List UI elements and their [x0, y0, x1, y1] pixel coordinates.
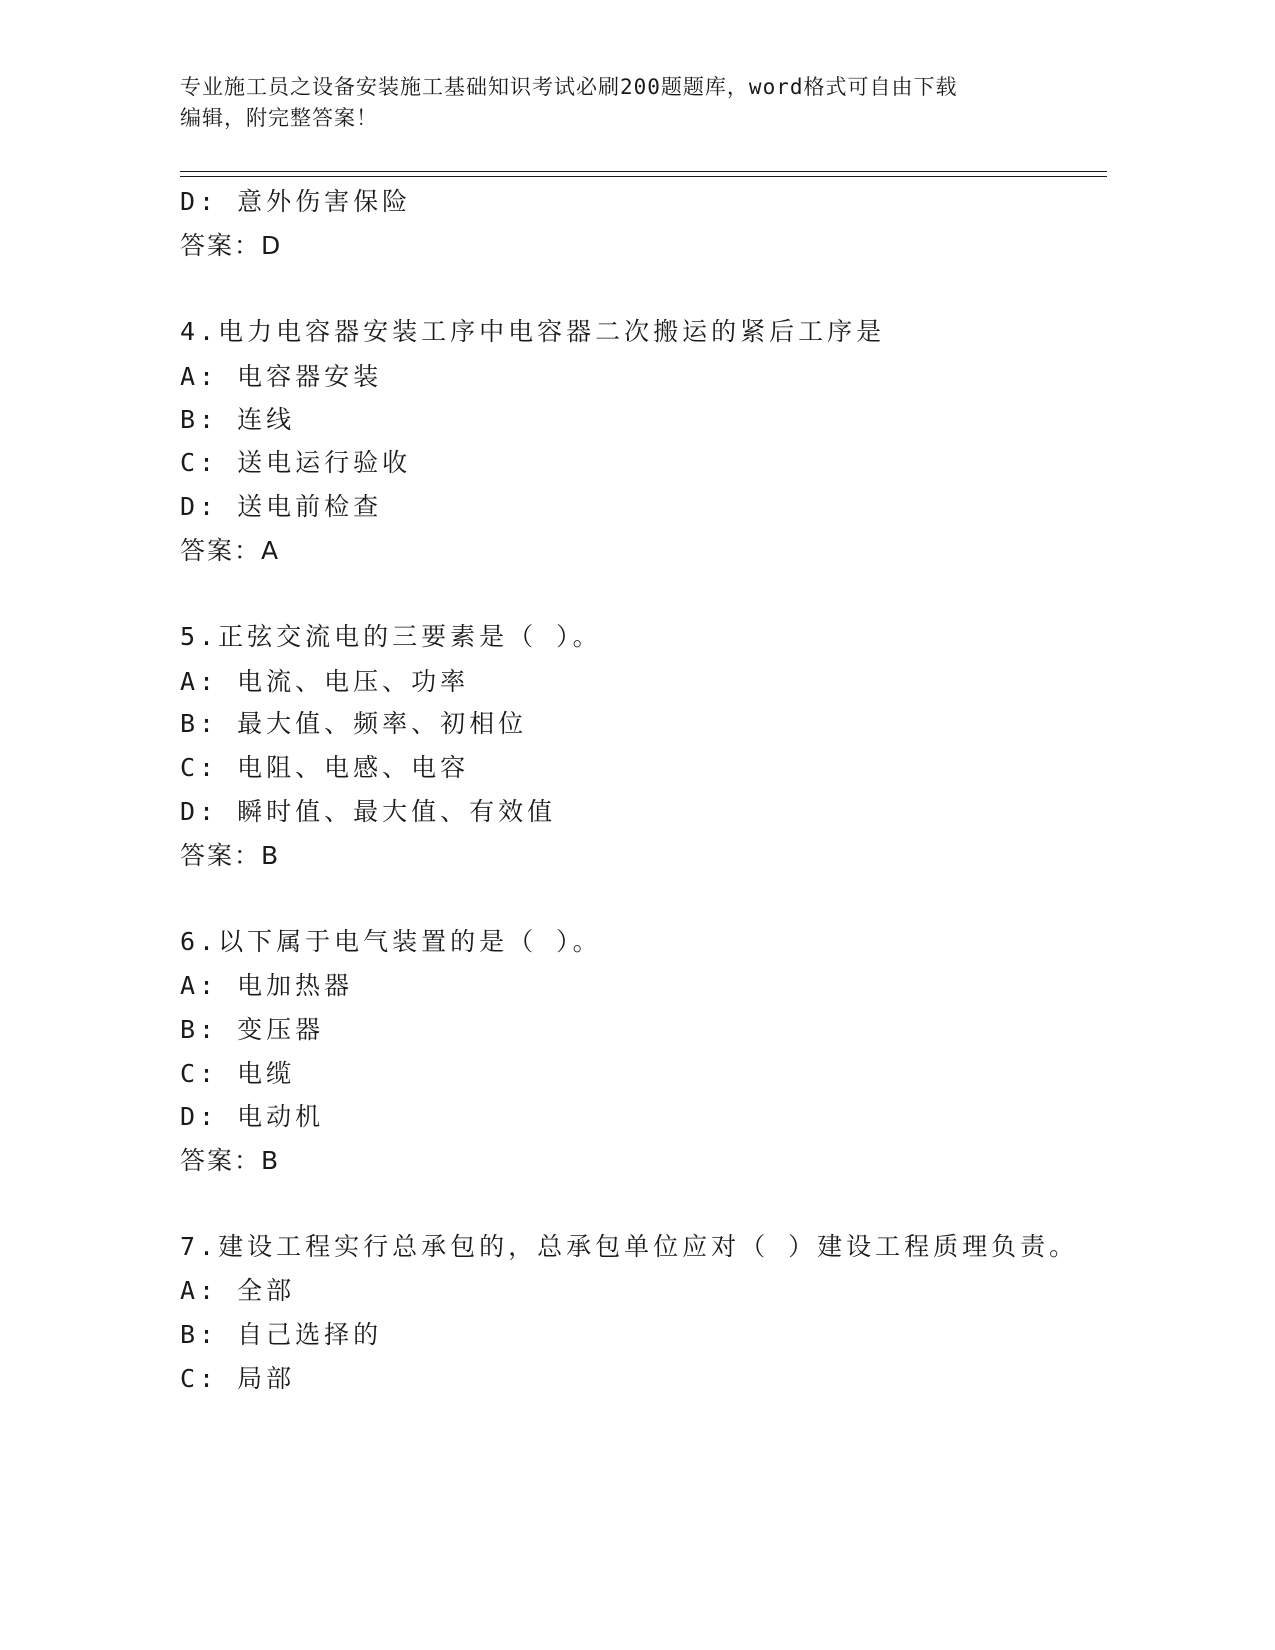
header-title-line1: 专业施工员之设备安装施工基础知识考试必刷200题题库，word格式可自由下载	[180, 75, 958, 99]
document-header	[180, 72, 1060, 134]
header-divider-bottom	[180, 176, 1107, 177]
q4-option-b: B: 连线	[180, 405, 296, 434]
q6-option-b: B: 变压器	[180, 1015, 325, 1044]
q6-answer: 答案：B	[180, 1146, 281, 1175]
q5-option-d: D: 瞬时值、最大值、有效值	[180, 797, 557, 826]
q4-question: 4.电力电容器安装工序中电容器二次搬运的紧后工序是	[180, 317, 886, 346]
q7-option-b: B: 自己选择的	[180, 1320, 383, 1349]
q7-option-c: C: 局部	[180, 1364, 296, 1393]
q6-question: 6.以下属于电气装置的是（ ）。	[180, 927, 602, 956]
q4-answer: 答案：A	[180, 536, 281, 565]
header-divider-top	[180, 171, 1107, 172]
q5-answer: 答案：B	[180, 841, 281, 870]
q4-option-d: D: 送电前检查	[180, 492, 383, 521]
q6-option-d: D: 电动机	[180, 1102, 325, 1131]
q5-option-b: B: 最大值、频率、初相位	[180, 709, 528, 738]
q5-question: 5.正弦交流电的三要素是（ ）。	[180, 622, 602, 651]
q6-option-a: A: 电加热器	[180, 971, 354, 1000]
q7-question: 7.建设工程实行总承包的，总承包单位应对（ ）建设工程质理负责。	[180, 1232, 1079, 1261]
q6-option-c: C: 电缆	[180, 1059, 296, 1088]
q7-option-a: A: 全部	[180, 1276, 296, 1305]
q5-option-c: C: 电阻、电感、电容	[180, 753, 470, 782]
q4-option-a: A: 电容器安装	[180, 362, 383, 391]
header-title-line2: 编辑，附完整答案！	[180, 106, 378, 130]
q3-option-d: D: 意外伤害保险	[180, 187, 412, 216]
q4-option-c: C: 送电运行验收	[180, 448, 412, 477]
q5-option-a: A: 电流、电压、功率	[180, 667, 470, 696]
q3-answer: 答案：D	[180, 231, 283, 260]
